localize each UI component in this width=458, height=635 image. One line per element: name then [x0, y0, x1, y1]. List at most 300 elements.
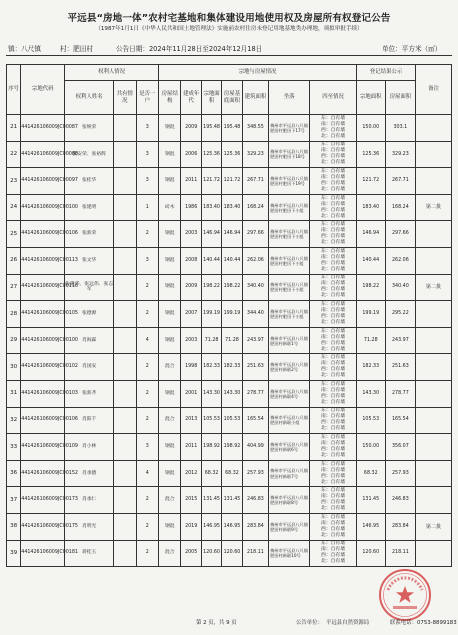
row-shared	[114, 274, 136, 301]
meta-unit: 单位：平方米（㎡）	[382, 45, 442, 53]
row-year-built: 2019	[181, 513, 201, 540]
row-seq: 24	[7, 194, 21, 221]
boundary-line: 北：自有墙	[321, 293, 346, 299]
row-seq: 32	[7, 407, 21, 434]
meta-town: 镇：八尺镇	[8, 45, 41, 53]
header-building-area: 建筑面积	[242, 81, 269, 115]
row-reg-house-area: 165.54	[385, 407, 416, 434]
table-row	[7, 115, 452, 142]
row-building-area: 243.97	[242, 327, 269, 354]
row-seq: 39	[7, 540, 21, 567]
row-boundary	[310, 540, 357, 567]
row-year-built: 1986	[181, 194, 201, 221]
row-holder-name: 肖阳千	[65, 407, 114, 434]
row-boundary	[310, 487, 357, 514]
row-location: 梅州市平远县八尺镇肥田村新联4号	[269, 380, 310, 407]
row-remark	[416, 407, 452, 434]
row-reg-land-area: 71.28	[357, 327, 386, 354]
row-holder-name: 肖海霖	[65, 327, 114, 354]
boundary-line: 西：自有墙	[321, 393, 346, 399]
row-year-built: 2015	[181, 487, 201, 514]
row-shared	[114, 513, 136, 540]
boundary-line: 西：自有墙	[321, 260, 346, 266]
row-remark: 第二批	[416, 194, 452, 221]
row-location: 梅州市平远县八尺镇肥田村肥田下小组	[269, 301, 310, 328]
row-structure: 砖木	[159, 194, 181, 221]
row-seq: 36	[7, 460, 21, 487]
row-parcel-code: 441426106009JC00102	[21, 354, 65, 381]
row-location: 梅州市平远县八尺镇肥田村肥田下17号	[269, 115, 310, 142]
boundary-line: 南：自有墙	[321, 121, 346, 127]
table-row	[7, 141, 452, 168]
row-reg-land-area: 143.30	[357, 380, 386, 407]
row-floor-area: 143.30	[201, 380, 221, 407]
row-location: 梅州市平远县八尺镇肥田村新联6号	[269, 434, 310, 461]
row-location: 梅州市平远县八尺镇肥田村新联10号	[269, 540, 310, 567]
row-building-area: 404.99	[242, 434, 269, 461]
row-year-built: 2006	[181, 141, 201, 168]
row-parcel-code: 441426106009JC00109	[21, 434, 65, 461]
row-base-area: 125.36	[222, 141, 242, 168]
row-floor-area: 183.40	[201, 194, 221, 221]
row-boundary	[310, 168, 357, 195]
row-shared	[114, 327, 136, 354]
row-year-built: 2009	[181, 274, 201, 301]
row-seq: 28	[7, 301, 21, 328]
row-structure: 钢混	[159, 274, 181, 301]
boundary-line: 东：自有墙	[321, 461, 346, 467]
row-holder-name: 张新齐	[65, 380, 114, 407]
boundary-line: 东：自有墙	[321, 381, 346, 387]
row-boundary	[310, 407, 357, 434]
boundary-line: 北：自有墙	[321, 213, 346, 219]
row-building-area: 340.40	[242, 274, 269, 301]
row-shared	[114, 247, 136, 274]
row-reg-land-area: 183.40	[357, 194, 386, 221]
row-household: 4	[136, 327, 158, 354]
boundary-line: 北：自有墙	[321, 452, 346, 458]
row-year-built: 2008	[181, 247, 201, 274]
boundary-line: 西：自有墙	[321, 446, 346, 452]
header-remark: 备注	[416, 65, 452, 115]
row-seq: 30	[7, 354, 21, 381]
row-parcel-code: 441426106009JC00088	[21, 141, 65, 168]
table-row	[7, 274, 452, 301]
boundary-line: 东：自有墙	[321, 195, 346, 201]
table-row	[7, 354, 452, 381]
boundary-line: 东：自有墙	[321, 541, 346, 547]
row-remark	[416, 301, 452, 328]
row-reg-land-area: 105.53	[357, 407, 386, 434]
table-row	[7, 487, 452, 514]
row-base-area: 120.60	[222, 540, 242, 567]
row-remark	[416, 115, 452, 142]
row-seq: 27	[7, 274, 21, 301]
row-boundary	[310, 141, 357, 168]
row-parcel-code: 441426106009JC00106	[21, 221, 65, 248]
boundary-line: 南：自有墙	[321, 440, 346, 446]
row-seq: 31	[7, 380, 21, 407]
header-land-house-group: 宗地与房屋情况	[159, 65, 357, 81]
boundary-line: 北：自有墙	[321, 399, 346, 405]
table-row	[7, 460, 452, 487]
row-parcel-code: 441426106009JC00175	[21, 513, 65, 540]
row-base-area: 183.40	[222, 194, 242, 221]
header-rights-group: 权利人情况	[65, 65, 159, 81]
row-shared	[114, 354, 136, 381]
row-remark	[416, 380, 452, 407]
row-boundary	[310, 221, 357, 248]
row-year-built: 2003	[181, 221, 201, 248]
row-structure: 混合	[159, 354, 181, 381]
boundary-line: 东：自有墙	[321, 275, 346, 281]
row-seq: 29	[7, 327, 21, 354]
boundary-line: 南：自有墙	[321, 414, 346, 420]
row-boundary	[310, 380, 357, 407]
row-holder-name: 张建明	[65, 194, 114, 221]
row-floor-area: 140.44	[201, 247, 221, 274]
row-remark	[416, 540, 452, 567]
boundary-line: 西：自有墙	[321, 367, 346, 373]
row-base-area: 140.44	[222, 247, 242, 274]
row-holder-name: 肖国安	[65, 354, 114, 381]
boundary-line: 北：自有墙	[321, 426, 346, 432]
row-floor-area: 146.94	[201, 221, 221, 248]
row-location: 梅州市平远县八尺镇肥田村新联1号	[269, 327, 310, 354]
header-shared: 共有情况	[114, 81, 136, 115]
row-parcel-code: 441426106009JC00105	[21, 301, 65, 328]
boundary-line: 南：自有墙	[321, 494, 346, 500]
row-boundary	[310, 301, 357, 328]
row-parcel-code: 441426106009JC00173	[21, 487, 65, 514]
header-reg-group: 登记结果公示	[357, 65, 416, 81]
table-row	[7, 540, 452, 567]
header-parcel-code: 宗地代码	[21, 65, 65, 115]
row-holder-name: 张新荣	[65, 221, 114, 248]
registration-table	[6, 64, 452, 567]
boundary-line: 东：自有墙	[321, 248, 346, 254]
row-seq: 25	[7, 221, 21, 248]
row-household: 3	[136, 115, 158, 142]
row-reg-land-area: 182.33	[357, 354, 386, 381]
row-household: 2	[136, 513, 158, 540]
row-building-area: 344.40	[242, 301, 269, 328]
boundary-line: 东：自有墙	[321, 115, 346, 121]
header-location: 坐落	[269, 81, 310, 115]
row-building-area: 297.66	[242, 221, 269, 248]
boundary-line: 南：自有墙	[321, 201, 346, 207]
row-year-built: 2013	[181, 407, 201, 434]
row-household: 2	[136, 487, 158, 514]
row-base-area: 121.72	[222, 168, 242, 195]
boundary-line: 南：自有墙	[321, 547, 346, 553]
row-shared	[114, 460, 136, 487]
row-reg-land-area: 125.36	[357, 141, 386, 168]
row-reg-house-area: 218.11	[385, 540, 416, 567]
row-reg-house-area: 168.24	[385, 194, 416, 221]
row-shared	[114, 487, 136, 514]
row-remark	[416, 460, 452, 487]
row-location: 梅州市平远县八尺镇肥田村新联8号	[269, 487, 310, 514]
boundary-line: 西：自有墙	[321, 287, 346, 293]
row-structure: 钢混	[159, 327, 181, 354]
row-structure: 钢混	[159, 168, 181, 195]
boundary-line: 南：自有墙	[321, 307, 346, 313]
row-parcel-code: 441426106009JC00181	[21, 540, 65, 567]
row-holder-name: 张安荣、张裕辉	[65, 141, 114, 168]
row-reg-land-area: 121.72	[357, 168, 386, 195]
row-structure: 钢混	[159, 513, 181, 540]
boundary-line: 北：自有墙	[321, 133, 346, 139]
row-building-area: 278.77	[242, 380, 269, 407]
row-parcel-code: 441426106009JC00087	[21, 115, 65, 142]
boundary-line: 西：自有墙	[321, 420, 346, 426]
row-remark	[416, 354, 452, 381]
row-structure: 钢混	[159, 380, 181, 407]
row-floor-area: 71.28	[201, 327, 221, 354]
row-year-built: 2011	[181, 168, 201, 195]
row-floor-area: 195.48	[201, 115, 221, 142]
boundary-line: 北：自有墙	[321, 186, 346, 192]
divider-line	[6, 55, 452, 56]
boundary-line: 北：自有墙	[321, 479, 346, 485]
row-parcel-code: 441426106009JC00097	[21, 168, 65, 195]
row-floor-area: 198.22	[201, 274, 221, 301]
row-reg-land-area: 150.00	[357, 115, 386, 142]
row-household: 3	[136, 141, 158, 168]
table-row	[7, 513, 452, 540]
row-year-built: 2012	[181, 460, 201, 487]
row-location: 梅州市平远县八尺镇肥田村新联9号	[269, 513, 310, 540]
row-base-area: 199.19	[222, 301, 242, 328]
boundary-line: 东：自有墙	[321, 408, 346, 414]
row-floor-area: 121.72	[201, 168, 221, 195]
table-row	[7, 380, 452, 407]
row-reg-land-area: 198.22	[357, 274, 386, 301]
boundary-line: 南：自有墙	[321, 254, 346, 260]
row-seq: 22	[7, 141, 21, 168]
boundary-line: 北：自有墙	[321, 346, 346, 352]
boundary-line: 西：自有墙	[321, 553, 346, 559]
boundary-line: 西：自有墙	[321, 473, 346, 479]
row-structure: 钢混	[159, 141, 181, 168]
boundary-line: 南：自有墙	[321, 387, 346, 393]
row-holder-name: 张文华	[65, 247, 114, 274]
row-parcel-code: 441426106009JC00103	[21, 380, 65, 407]
boundary-line: 南：自有墙	[321, 228, 346, 234]
row-base-area: 143.30	[222, 380, 242, 407]
row-base-area: 146.94	[222, 221, 242, 248]
row-reg-house-area: 257.93	[385, 460, 416, 487]
header-year-built: 建成年代	[181, 81, 201, 115]
row-household: 3	[136, 168, 158, 195]
row-location: 梅州市平远县八尺镇肥田村肥田下18号	[269, 141, 310, 168]
header-reg-land-area: 宗地面积	[357, 81, 386, 115]
row-base-area: 71.28	[222, 327, 242, 354]
row-household: 2	[136, 540, 158, 567]
boundary-line: 东：自有墙	[321, 169, 346, 175]
row-boundary	[310, 434, 357, 461]
row-reg-house-area: 356.07	[385, 434, 416, 461]
row-reg-land-area: 146.95	[357, 513, 386, 540]
row-structure: 钢混	[159, 434, 181, 461]
row-floor-area: 182.33	[201, 354, 221, 381]
row-year-built: 2009	[181, 115, 201, 142]
row-reg-house-area: 267.71	[385, 168, 416, 195]
row-parcel-code: 441426106009JC00113	[21, 247, 65, 274]
boundary-line: 南：自有墙	[321, 467, 346, 473]
boundary-line: 西：自有墙	[321, 526, 346, 532]
row-year-built: 2005	[181, 540, 201, 567]
row-floor-area: 105.53	[201, 407, 221, 434]
row-boundary	[310, 513, 357, 540]
page-number: 第 2 页，共 9 页	[196, 620, 237, 626]
row-reg-land-area: 199.19	[357, 301, 386, 328]
meta-village: 村：肥田村	[60, 45, 93, 53]
row-holder-name: 蒋桂玉	[65, 540, 114, 567]
row-structure: 混合	[159, 540, 181, 567]
row-building-area: 257.93	[242, 460, 269, 487]
row-shared	[114, 301, 136, 328]
boundary-line: 东：自有墙	[321, 142, 346, 148]
row-reg-land-area: 146.94	[357, 221, 386, 248]
header-boundary: 四至情况	[310, 81, 357, 115]
row-location: 梅州市平远县八尺镇肥田村肥田下小组	[269, 247, 310, 274]
row-building-area: 329.23	[242, 141, 269, 168]
boundary-line: 北：自有墙	[321, 373, 346, 379]
row-base-area: 68.32	[222, 460, 242, 487]
contact-phone: 联系电话：0753-8899183	[390, 620, 457, 626]
boundary-line: 西：自有墙	[321, 154, 346, 160]
row-seq: 26	[7, 247, 21, 274]
row-shared	[114, 221, 136, 248]
row-base-area: 146.95	[222, 513, 242, 540]
boundary-line: 西：自有墙	[321, 313, 346, 319]
row-structure: 钢混	[159, 301, 181, 328]
row-household: 2	[136, 380, 158, 407]
row-holder-name: 肖承德	[65, 460, 114, 487]
row-reg-land-area: 68.32	[357, 460, 386, 487]
row-reg-house-area: 251.63	[385, 354, 416, 381]
row-household: 2	[136, 274, 158, 301]
boundary-line: 南：自有墙	[321, 520, 346, 526]
table-row	[7, 221, 452, 248]
row-household: 2	[136, 301, 158, 328]
row-seq: 23	[7, 168, 21, 195]
boundary-line: 西：自有墙	[321, 180, 346, 186]
row-floor-area: 198.92	[201, 434, 221, 461]
boundary-line: 南：自有墙	[321, 334, 346, 340]
row-building-area: 262.06	[242, 247, 269, 274]
header-seq: 序号	[7, 65, 21, 115]
row-reg-house-area: 303.1	[385, 115, 416, 142]
boundary-line: 西：自有墙	[321, 234, 346, 240]
row-building-area: 348.55	[242, 115, 269, 142]
row-floor-area: 199.19	[201, 301, 221, 328]
row-shared	[114, 434, 136, 461]
row-holder-name: 张建华、张远伟、张志军	[65, 274, 114, 301]
row-base-area: 105.53	[222, 407, 242, 434]
row-building-area: 168.24	[242, 194, 269, 221]
boundary-line: 北：自有墙	[321, 240, 346, 246]
row-seq: 33	[7, 434, 21, 461]
header-floor-area: 宗地面积	[201, 81, 221, 115]
row-shared	[114, 194, 136, 221]
row-base-area: 182.33	[222, 354, 242, 381]
row-holder-name: 张焕荣	[65, 115, 114, 142]
row-reg-house-area: 278.77	[385, 380, 416, 407]
row-holder-name: 张德源	[65, 301, 114, 328]
row-seq: 37	[7, 487, 21, 514]
header-household: 是否一户	[136, 81, 158, 115]
row-reg-land-area: 150.00	[357, 434, 386, 461]
row-shared	[114, 407, 136, 434]
row-location: 梅州市平远县八尺镇肥田村新联7号	[269, 460, 310, 487]
publisher-name: 平远县自然资源局	[326, 620, 370, 626]
row-seq: 38	[7, 513, 21, 540]
row-household: 4	[136, 460, 158, 487]
row-reg-land-area: 120.60	[357, 540, 386, 567]
boundary-line: 北：自有墙	[321, 506, 346, 512]
row-reg-land-area: 140.44	[357, 247, 386, 274]
row-floor-area: 131.45	[201, 487, 221, 514]
row-boundary	[310, 354, 357, 381]
row-boundary	[310, 460, 357, 487]
row-year-built: 2007	[181, 301, 201, 328]
row-holder-name: 肖小林	[65, 434, 114, 461]
boundary-line: 东：自有墙	[321, 488, 346, 494]
row-reg-house-area: 246.83	[385, 487, 416, 514]
boundary-line: 南：自有墙	[321, 175, 346, 180]
boundary-line: 西：自有墙	[321, 500, 346, 506]
row-remark	[416, 247, 452, 274]
row-shared	[114, 168, 136, 195]
row-reg-land-area: 131.45	[357, 487, 386, 514]
boundary-line: 北：自有墙	[321, 266, 346, 272]
row-location: 梅州市平远县八尺镇肥田村肥田下19号	[269, 168, 310, 195]
row-household: 2	[136, 407, 158, 434]
row-location: 梅州市平远县八尺镇肥田村新联2号	[269, 354, 310, 381]
row-building-area: 283.84	[242, 513, 269, 540]
row-shared	[114, 380, 136, 407]
row-remark	[416, 221, 452, 248]
row-boundary	[310, 194, 357, 221]
table-row	[7, 327, 452, 354]
row-holder-name: 肖承仁	[65, 487, 114, 514]
boundary-line: 东：自有墙	[321, 301, 346, 307]
row-building-area: 267.71	[242, 168, 269, 195]
row-household: 1	[136, 194, 158, 221]
boundary-line: 北：自有墙	[321, 559, 346, 565]
row-household: 2	[136, 354, 158, 381]
row-remark	[416, 434, 452, 461]
row-floor-area: 120.60	[201, 540, 221, 567]
row-year-built: 2011	[181, 434, 201, 461]
row-building-area: 218.11	[242, 540, 269, 567]
boundary-line: 南：自有墙	[321, 361, 346, 367]
row-base-area: 195.48	[222, 115, 242, 142]
page-title: 平远县“房地一体”农村宅基地和集体建设用地使用权及房屋所有权登记公告	[67, 13, 391, 24]
row-structure: 钢混	[159, 115, 181, 142]
row-location: 梅州市平远县八尺镇肥田村新联小组	[269, 407, 310, 434]
row-remark: 第二批	[416, 513, 452, 540]
row-boundary	[310, 327, 357, 354]
boundary-line: 南：自有墙	[321, 148, 346, 154]
row-reg-house-area: 297.66	[385, 221, 416, 248]
boundary-line: 南：自有墙	[321, 281, 346, 287]
row-base-area: 198.92	[222, 434, 242, 461]
row-remark	[416, 327, 452, 354]
